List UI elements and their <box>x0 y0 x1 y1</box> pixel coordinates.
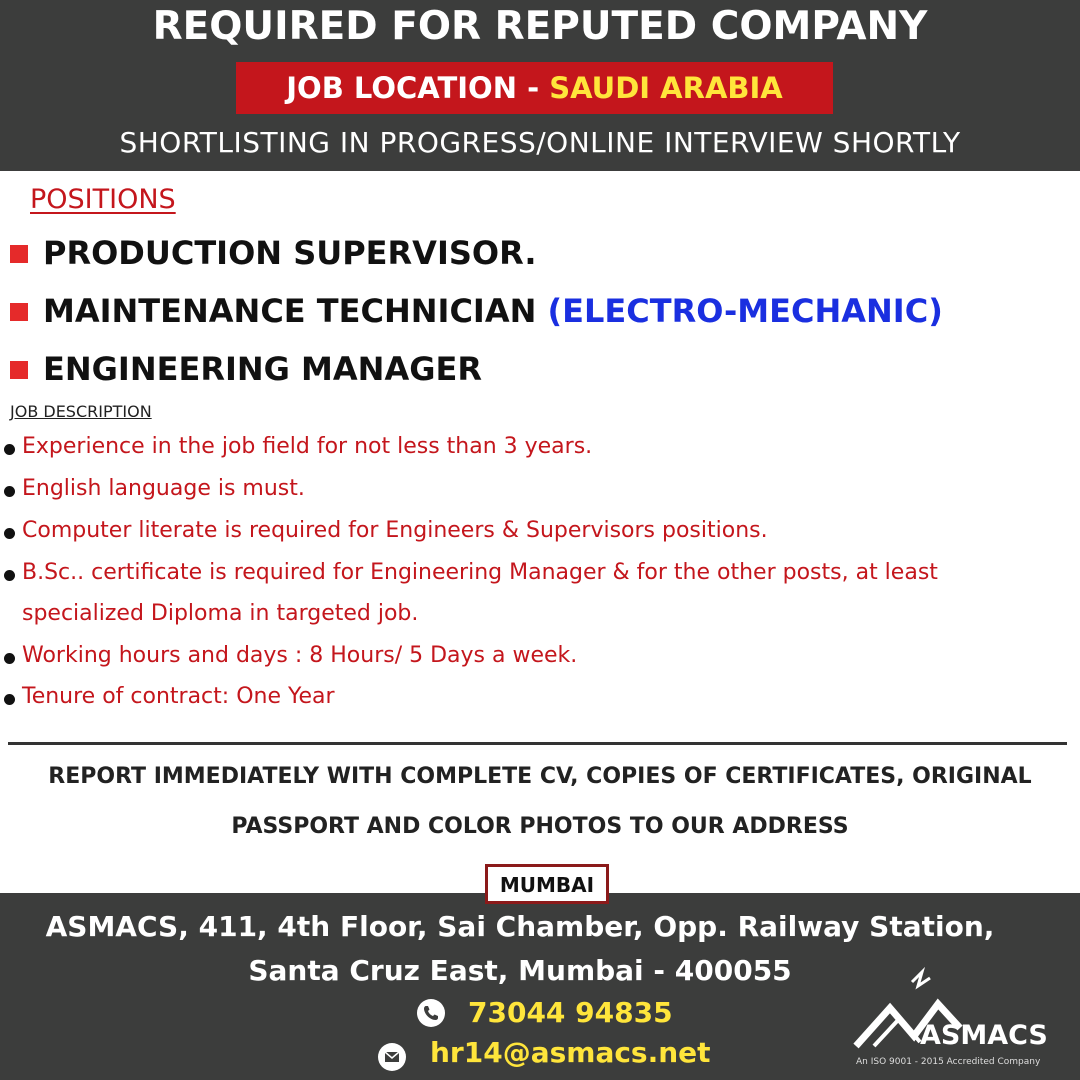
bullet-dot-icon <box>4 653 15 664</box>
job-description-text: Working hours and days : 8 Hours/ 5 Days a week. <box>22 643 578 668</box>
job-description-text-continued: specialized Diploma in targeted job. <box>22 601 419 626</box>
address-line1: ASMACS, 411, 4th Floor, Sai Chamber, Opp. Railway Station, <box>45 910 995 943</box>
bullet-dot-icon <box>4 528 15 539</box>
logo-name: ASMACS <box>920 1020 1048 1051</box>
job-description-text: Computer literate is required for Engineers & Supervisors positions. <box>22 518 768 543</box>
bullet-dot-icon <box>4 444 15 455</box>
job-description-text: Experience in the job field for not less than 3 years. <box>22 434 593 459</box>
city-tag: MUMBAI <box>485 864 609 904</box>
positions-title: POSITIONS <box>30 184 176 215</box>
logo-tagline: An ISO 9001 - 2015 Accredited Company <box>856 1057 1041 1067</box>
bullet-square-icon <box>10 361 28 379</box>
position-highlight: (ELECTRO-MECHANIC) <box>547 292 943 330</box>
headline: REQUIRED FOR REPUTED COMPANY <box>152 4 928 49</box>
phone-icon <box>417 999 445 1027</box>
email-link[interactable]: hr14@asmacs.net <box>430 1036 711 1069</box>
job-location-label: JOB LOCATION - <box>286 71 550 105</box>
bullet-square-icon <box>10 303 28 321</box>
job-location-box <box>236 62 833 114</box>
job-description-text: English language is must. <box>22 476 305 501</box>
report-instruction-line2: PASSPORT AND COLOR PHOTOS TO OUR ADDRESS <box>231 814 849 839</box>
position-name: MAINTENANCE TECHNICIAN <box>43 292 548 330</box>
bullet-dot-icon <box>4 486 15 497</box>
job-location-value: SAUDI ARABIA <box>549 71 783 105</box>
bullet-square-icon <box>10 245 28 263</box>
job-description-text: Tenure of contract: One Year <box>22 684 335 709</box>
position-text: ENGINEERING MANAGER <box>43 350 482 388</box>
report-instruction-line1: REPORT IMMEDIATELY WITH COMPLETE CV, COPIES OF CERTIFICATES, ORIGINAL <box>48 764 1032 789</box>
address-line2: Santa Cruz East, Mumbai - 400055 <box>248 954 792 987</box>
position-text <box>43 292 943 330</box>
phone-number[interactable]: 73044 94835 <box>468 996 673 1029</box>
shortlist-status: SHORTLISTING IN PROGRESS/ONLINE INTERVIEW SHORTLY <box>119 126 961 159</box>
mail-icon <box>378 1043 406 1071</box>
bullet-dot-icon <box>4 570 15 581</box>
bullet-dot-icon <box>4 694 15 705</box>
position-text: PRODUCTION SUPERVISOR. <box>43 234 537 272</box>
section-divider <box>8 742 1067 745</box>
job-description-text: B.Sc.. certificate is required for Engineering Manager & for the other posts, at least <box>22 560 938 585</box>
job-description-title: JOB DESCRIPTION <box>10 402 152 421</box>
header-banner <box>0 0 1080 171</box>
